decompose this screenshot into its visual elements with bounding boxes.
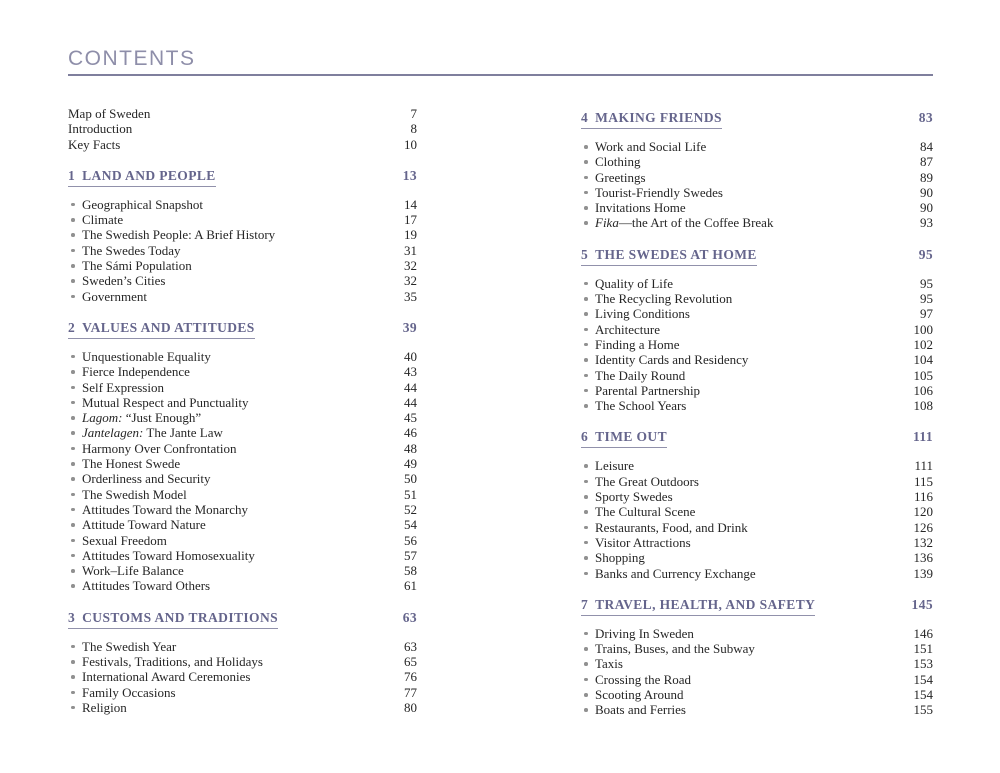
toc-entry bbox=[68, 471, 417, 486]
bullet-icon bbox=[581, 626, 595, 641]
chapter-item-list bbox=[581, 626, 933, 718]
toc-entry-label: Self Expression bbox=[82, 379, 164, 395]
bullet-icon bbox=[68, 502, 82, 517]
chapter-heading-text bbox=[68, 319, 255, 339]
toc-entry bbox=[68, 273, 417, 288]
toc-entry-page: 46 bbox=[404, 425, 417, 441]
toc-entry bbox=[581, 322, 933, 337]
toc-entry-label: Sweden’s Cities bbox=[82, 273, 166, 289]
bullet-icon bbox=[581, 154, 595, 169]
toc-entry-label: Parental Partnership bbox=[595, 382, 701, 398]
toc-entry-page: 90 bbox=[920, 200, 933, 216]
toc-entry-page: 89 bbox=[920, 169, 933, 185]
toc-entry-page: 104 bbox=[913, 352, 933, 368]
toc-entry-page: 61 bbox=[404, 578, 417, 594]
toc-entry bbox=[68, 563, 417, 578]
toc-entry bbox=[581, 291, 933, 306]
toc-entry-label: Geographical Snapshot bbox=[82, 196, 203, 212]
toc-entry-label: Map of Sweden bbox=[68, 106, 151, 121]
chapter-number: 7 bbox=[581, 596, 589, 612]
toc-entry-label: Architecture bbox=[595, 321, 660, 337]
chapter-number: 5 bbox=[581, 246, 589, 262]
chapter-item-list bbox=[581, 139, 933, 231]
toc-entry-label: Greetings bbox=[595, 169, 646, 185]
toc-entry-label: Orderliness and Security bbox=[82, 471, 211, 487]
toc-entry-page: 52 bbox=[404, 501, 417, 517]
toc-entry-page: 136 bbox=[913, 550, 933, 566]
chapter-page-number: 111 bbox=[913, 429, 933, 445]
chapter-title: THE SWEDES AT HOME bbox=[595, 246, 757, 262]
chapter-page-number: 39 bbox=[402, 319, 417, 335]
toc-entry-page: 32 bbox=[404, 273, 417, 289]
toc-entry bbox=[581, 520, 933, 535]
toc-entry-page: 44 bbox=[404, 394, 417, 410]
toc-column-right bbox=[581, 106, 933, 718]
toc-entry-page: 132 bbox=[913, 534, 933, 550]
chapter-number: 1 bbox=[68, 167, 76, 183]
toc-entry bbox=[68, 685, 417, 700]
toc-entry-page: 40 bbox=[404, 348, 417, 364]
toc-entry bbox=[581, 504, 933, 519]
toc-entry-page: 76 bbox=[404, 669, 417, 685]
toc-entry-label: Introduction bbox=[68, 121, 133, 137]
bullet-icon bbox=[68, 364, 82, 379]
toc-entry bbox=[68, 533, 417, 548]
toc-entry-label: Driving In Sweden bbox=[595, 625, 694, 641]
bullet-icon bbox=[581, 352, 595, 367]
chapter-heading-text bbox=[581, 246, 757, 266]
bullet-icon bbox=[68, 685, 82, 700]
bullet-icon bbox=[581, 306, 595, 321]
toc-entry bbox=[581, 474, 933, 489]
toc-entry-label: Restaurants, Food, and Drink bbox=[595, 519, 748, 535]
toc-entry bbox=[581, 458, 933, 473]
toc-entry-page: 153 bbox=[913, 656, 933, 672]
toc-entry bbox=[68, 487, 417, 502]
bullet-icon bbox=[581, 200, 595, 215]
bullet-icon bbox=[68, 471, 82, 486]
bullet-icon bbox=[581, 702, 595, 717]
toc-entry bbox=[68, 349, 417, 364]
toc-entry-label: Visitor Attractions bbox=[595, 534, 691, 550]
chapter-item-list bbox=[68, 197, 417, 304]
toc-entry-label: International Award Ceremonies bbox=[82, 669, 251, 685]
bullet-icon bbox=[581, 550, 595, 565]
chapter-title: CUSTOMS AND TRADITIONS bbox=[82, 609, 279, 625]
toc-entry bbox=[581, 702, 933, 717]
toc-entry-page: 8 bbox=[410, 121, 417, 137]
bullet-icon bbox=[581, 185, 595, 200]
chapter-title: VALUES AND ATTITUDES bbox=[82, 319, 255, 335]
toc-entry bbox=[581, 200, 933, 215]
bullet-icon bbox=[581, 368, 595, 383]
bullet-icon bbox=[581, 383, 595, 398]
toc-entry bbox=[68, 441, 417, 456]
toc-entry-page: 87 bbox=[920, 154, 933, 170]
page-header bbox=[68, 48, 933, 76]
toc-entry bbox=[581, 672, 933, 687]
toc-entry-page: 58 bbox=[404, 563, 417, 579]
bullet-icon bbox=[68, 349, 82, 364]
bullet-icon bbox=[68, 380, 82, 395]
bullet-icon bbox=[581, 458, 595, 473]
toc-entry-page: 95 bbox=[920, 291, 933, 307]
toc-entry-page: 151 bbox=[913, 641, 933, 657]
toc-entry bbox=[68, 456, 417, 471]
toc-entry-page: 126 bbox=[913, 519, 933, 535]
bullet-icon bbox=[581, 474, 595, 489]
bullet-icon bbox=[581, 656, 595, 671]
toc-entry bbox=[68, 410, 417, 425]
bullet-icon bbox=[581, 337, 595, 352]
toc-entry-label: Attitude Toward Nature bbox=[82, 517, 206, 533]
toc-entry bbox=[68, 106, 417, 121]
bullet-icon bbox=[581, 535, 595, 550]
toc-entry-page: 93 bbox=[920, 215, 933, 231]
chapter-heading-text bbox=[581, 109, 722, 129]
chapter-heading-text bbox=[581, 428, 667, 448]
toc-entry-page: 105 bbox=[913, 367, 933, 383]
toc-entry-label: Key Facts bbox=[68, 136, 121, 152]
toc-entry-page: 116 bbox=[913, 489, 933, 505]
toc-columns bbox=[68, 106, 933, 718]
toc-entry-page: 120 bbox=[913, 504, 933, 520]
toc-entry-label: Attitudes Toward Homosexuality bbox=[82, 547, 255, 563]
toc-entry-label: Shopping bbox=[595, 550, 645, 566]
bullet-icon bbox=[581, 641, 595, 656]
toc-entry bbox=[68, 364, 417, 379]
bullet-icon bbox=[581, 504, 595, 519]
chapter-item-list bbox=[68, 349, 417, 594]
toc-section bbox=[581, 246, 933, 414]
toc-entry-page: 97 bbox=[920, 306, 933, 322]
bullet-icon bbox=[68, 425, 82, 440]
toc-entry bbox=[68, 380, 417, 395]
toc-entry-page: 146 bbox=[913, 625, 933, 641]
bullet-icon bbox=[581, 139, 595, 154]
toc-entry-page: 57 bbox=[404, 547, 417, 563]
toc-entry-label: Work and Social Life bbox=[595, 139, 707, 154]
toc-entry bbox=[68, 502, 417, 517]
bullet-icon bbox=[68, 654, 82, 669]
toc-entry-label: Fierce Independence bbox=[82, 364, 190, 380]
toc-entry-page: 65 bbox=[404, 654, 417, 670]
toc-entry-page: 102 bbox=[913, 336, 933, 352]
bullet-icon bbox=[581, 566, 595, 581]
toc-entry bbox=[68, 289, 417, 304]
toc-entry-label: Clothing bbox=[595, 154, 641, 170]
toc-entry-page: 10 bbox=[404, 136, 417, 152]
chapter-title: MAKING FRIENDS bbox=[595, 110, 722, 125]
toc-section bbox=[68, 167, 417, 304]
toc-entry-page: 100 bbox=[913, 321, 933, 337]
toc-entry bbox=[581, 535, 933, 550]
toc-entry bbox=[68, 395, 417, 410]
toc-entry bbox=[68, 197, 417, 212]
toc-entry-page: 32 bbox=[404, 258, 417, 274]
bullet-icon bbox=[68, 700, 82, 715]
toc-entry-label: The Swedish Year bbox=[82, 638, 177, 654]
toc-entry-label: Work–Life Balance bbox=[82, 563, 184, 579]
chapter-number: 2 bbox=[68, 319, 76, 335]
toc-entry-label: Tourist-Friendly Swedes bbox=[595, 184, 723, 200]
toc-entry-page: 95 bbox=[920, 275, 933, 291]
toc-section bbox=[581, 428, 933, 580]
toc-entry bbox=[581, 489, 933, 504]
chapter-heading-text bbox=[68, 167, 216, 187]
toc-entry bbox=[581, 185, 933, 200]
toc-entry-label: Lagom: “Just Enough” bbox=[82, 410, 202, 426]
bullet-icon bbox=[581, 215, 595, 230]
toc-entry-label: Finding a Home bbox=[595, 336, 680, 352]
toc-entry bbox=[68, 258, 417, 273]
bullet-icon bbox=[581, 687, 595, 702]
bullet-icon bbox=[68, 639, 82, 654]
toc-entry-label: Attitudes Toward the Monarchy bbox=[82, 501, 249, 517]
bullet-icon bbox=[581, 276, 595, 291]
toc-entry-page: 31 bbox=[404, 242, 417, 258]
bullet-icon bbox=[68, 395, 82, 410]
chapter-heading-text bbox=[68, 609, 278, 629]
toc-entry bbox=[581, 687, 933, 702]
toc-entry-page: 19 bbox=[404, 227, 417, 243]
chapter-page-number: 95 bbox=[918, 246, 933, 262]
chapter-heading bbox=[581, 109, 933, 129]
chapter-heading bbox=[581, 428, 933, 448]
toc-entry-page: 48 bbox=[404, 440, 417, 456]
toc-section bbox=[581, 109, 933, 231]
toc-entry-page: 51 bbox=[404, 486, 417, 502]
toc-entry bbox=[581, 352, 933, 367]
toc-entry-label: Scooting Around bbox=[595, 687, 684, 703]
toc-entry-label: The Swedish Model bbox=[82, 486, 187, 502]
bullet-icon bbox=[68, 441, 82, 456]
toc-entry bbox=[581, 641, 933, 656]
bullet-icon bbox=[68, 533, 82, 548]
toc-entry bbox=[581, 154, 933, 169]
toc-entry-page: 84 bbox=[920, 139, 933, 154]
chapter-page-number: 83 bbox=[918, 110, 933, 125]
bullet-icon bbox=[68, 243, 82, 258]
toc-section bbox=[68, 319, 417, 594]
toc-entry bbox=[68, 654, 417, 669]
toc-entry-page: 49 bbox=[404, 456, 417, 472]
toc-entry bbox=[68, 700, 417, 715]
chapter-number: 6 bbox=[581, 429, 589, 445]
chapter-title: LAND AND PEOPLE bbox=[82, 167, 216, 183]
chapter-heading bbox=[68, 609, 417, 629]
toc-entry bbox=[68, 639, 417, 654]
chapter-page-number: 63 bbox=[402, 609, 417, 625]
toc-entry-label: The Daily Round bbox=[595, 367, 686, 383]
toc-entry-page: 50 bbox=[404, 471, 417, 487]
toc-entry-label: Harmony Over Confrontation bbox=[82, 440, 237, 456]
chapter-heading bbox=[68, 319, 417, 339]
toc-entry-page: 43 bbox=[404, 364, 417, 380]
bullet-icon bbox=[68, 456, 82, 471]
toc-entry-page: 111 bbox=[914, 458, 933, 474]
bullet-icon bbox=[68, 517, 82, 532]
toc-entry-label: The Great Outdoors bbox=[595, 473, 699, 489]
page-title: CONTENTS bbox=[68, 47, 196, 70]
toc-entry-page: 56 bbox=[404, 532, 417, 548]
chapter-heading bbox=[581, 596, 933, 616]
toc-section bbox=[581, 596, 933, 718]
toc-entry-page: 80 bbox=[404, 699, 417, 715]
toc-entry-label: The Honest Swede bbox=[82, 456, 181, 472]
chapter-item-list bbox=[68, 639, 417, 715]
toc-entry-page: 115 bbox=[913, 473, 933, 489]
toc-entry-page: 44 bbox=[404, 379, 417, 395]
toc-entry bbox=[68, 121, 417, 136]
toc-entry-label: Attitudes Toward Others bbox=[82, 578, 211, 594]
toc-entry bbox=[581, 170, 933, 185]
bullet-icon bbox=[68, 487, 82, 502]
toc-entry bbox=[581, 337, 933, 352]
toc-entry bbox=[68, 669, 417, 684]
toc-entry-page: 45 bbox=[404, 410, 417, 426]
chapter-number: 3 bbox=[68, 609, 76, 625]
chapter-heading-text bbox=[581, 596, 815, 616]
toc-entry-label: Climate bbox=[82, 212, 124, 228]
bullet-icon bbox=[68, 212, 82, 227]
bullet-icon bbox=[68, 258, 82, 273]
toc-entry-page: 14 bbox=[404, 196, 417, 212]
toc-entry-label: Living Conditions bbox=[595, 306, 690, 322]
toc-entry-label: Sporty Swedes bbox=[595, 489, 673, 505]
toc-entry-label: Identity Cards and Residency bbox=[595, 352, 749, 368]
toc-entry bbox=[581, 306, 933, 321]
toc-entry-label: The School Years bbox=[595, 398, 687, 414]
toc-entry-label: Festivals, Traditions, and Holidays bbox=[82, 654, 263, 670]
bullet-icon bbox=[68, 227, 82, 242]
bullet-icon bbox=[68, 548, 82, 563]
toc-entry bbox=[581, 383, 933, 398]
toc-entry-label: Taxis bbox=[595, 656, 623, 672]
toc-entry bbox=[581, 215, 933, 230]
toc-entry bbox=[68, 243, 417, 258]
toc-entry-label: Sexual Freedom bbox=[82, 532, 167, 548]
bullet-icon bbox=[581, 398, 595, 413]
toc-section bbox=[68, 609, 417, 715]
toc-entry bbox=[68, 578, 417, 593]
toc-entry bbox=[68, 137, 417, 152]
toc-entry-page: 35 bbox=[404, 288, 417, 304]
toc-entry-page: 90 bbox=[920, 184, 933, 200]
toc-column-left bbox=[68, 106, 417, 718]
toc-entry bbox=[581, 626, 933, 641]
toc-entry-label: The Recycling Revolution bbox=[595, 291, 733, 307]
front-matter-list bbox=[68, 106, 417, 152]
toc-entry-label: Jantelagen: The Jante Law bbox=[82, 425, 223, 441]
toc-entry-page: 155 bbox=[913, 702, 933, 718]
toc-entry bbox=[68, 425, 417, 440]
toc-entry-page: 54 bbox=[404, 517, 417, 533]
toc-entry bbox=[68, 548, 417, 563]
toc-entry-label: The Sámi Population bbox=[82, 258, 192, 274]
bullet-icon bbox=[68, 197, 82, 212]
toc-entry-page: 154 bbox=[913, 687, 933, 703]
chapter-page-number: 13 bbox=[402, 167, 417, 183]
toc-entry-page: 17 bbox=[404, 212, 417, 228]
toc-entry-page: 108 bbox=[913, 398, 933, 414]
toc-entry-label: Unquestionable Equality bbox=[82, 348, 211, 364]
toc-entry bbox=[581, 656, 933, 671]
bullet-icon bbox=[581, 672, 595, 687]
toc-entry bbox=[68, 517, 417, 532]
toc-entry-label: The Cultural Scene bbox=[595, 504, 696, 520]
toc-entry-page: 139 bbox=[913, 565, 933, 581]
toc-entry bbox=[68, 227, 417, 242]
chapter-item-list bbox=[581, 458, 933, 580]
toc-entry-label: Leisure bbox=[595, 458, 634, 474]
toc-entry-page: 106 bbox=[913, 382, 933, 398]
bullet-icon bbox=[68, 273, 82, 288]
toc-entry-page: 154 bbox=[913, 671, 933, 687]
chapter-item-list bbox=[581, 276, 933, 414]
toc-entry bbox=[581, 550, 933, 565]
toc-entry-label: Banks and Currency Exchange bbox=[595, 565, 756, 581]
toc-entry bbox=[581, 139, 933, 154]
bullet-icon bbox=[581, 291, 595, 306]
toc-entry-label: The Swedish People: A Brief History bbox=[82, 227, 276, 243]
bullet-icon bbox=[581, 520, 595, 535]
bullet-icon bbox=[581, 322, 595, 337]
title-divider bbox=[68, 74, 933, 76]
toc-entry bbox=[581, 398, 933, 413]
toc-entry-page: 7 bbox=[410, 106, 417, 121]
toc-entry bbox=[68, 212, 417, 227]
toc-entry-label: The Swedes Today bbox=[82, 242, 181, 258]
toc-entry-label: Invitations Home bbox=[595, 200, 686, 216]
toc-entry-label: Fika—the Art of the Coffee Break bbox=[595, 215, 774, 231]
toc-entry bbox=[581, 368, 933, 383]
toc-entry-label: Mutual Respect and Punctuality bbox=[82, 394, 249, 410]
toc-entry-label: Quality of Life bbox=[595, 275, 673, 291]
bullet-icon bbox=[68, 410, 82, 425]
toc-entry bbox=[581, 276, 933, 291]
toc-entry bbox=[581, 566, 933, 581]
bullet-icon bbox=[68, 669, 82, 684]
chapter-title: TRAVEL, HEALTH, AND SAFETY bbox=[595, 596, 816, 612]
chapter-heading bbox=[68, 167, 417, 187]
toc-entry-label: Boats and Ferries bbox=[595, 702, 686, 718]
bullet-icon bbox=[68, 563, 82, 578]
toc-entry-label: Trains, Buses, and the Subway bbox=[595, 641, 755, 657]
chapter-title: TIME OUT bbox=[595, 429, 667, 445]
toc-entry-page: 77 bbox=[404, 684, 417, 700]
bullet-icon bbox=[68, 289, 82, 304]
toc-entry-label: Religion bbox=[82, 699, 127, 715]
toc-entry-label: Family Occasions bbox=[82, 684, 176, 700]
toc-entry-page: 63 bbox=[404, 638, 417, 654]
toc-entry-label: Crossing the Road bbox=[595, 671, 692, 687]
bullet-icon bbox=[68, 578, 82, 593]
toc-entry-label: Government bbox=[82, 288, 147, 304]
chapter-heading bbox=[581, 246, 933, 266]
chapter-page-number: 145 bbox=[911, 596, 933, 612]
bullet-icon bbox=[581, 489, 595, 504]
bullet-icon bbox=[581, 170, 595, 185]
chapter-number: 4 bbox=[581, 110, 589, 125]
